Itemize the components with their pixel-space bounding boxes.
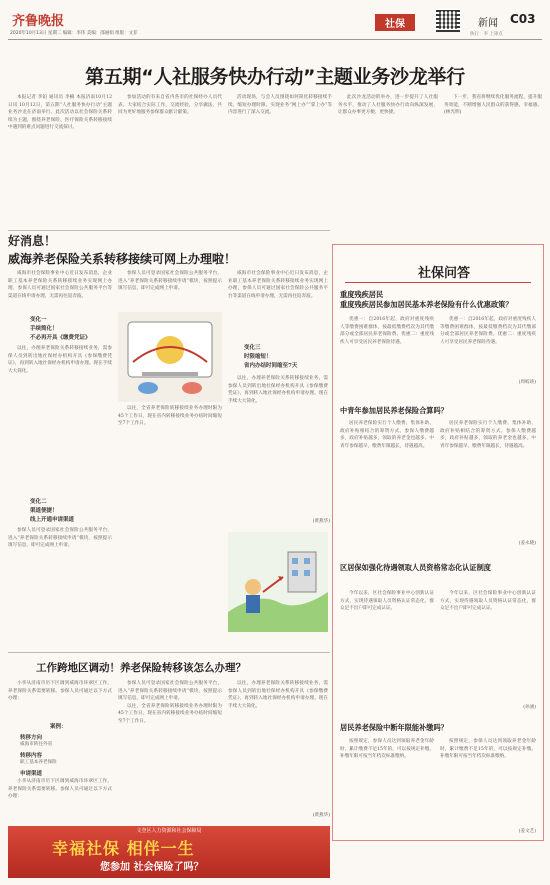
- qa-question-2[interactable]: 中青年参加居民养老保险合算吗？: [340, 406, 448, 415]
- qa-title-underline: [345, 282, 531, 283]
- qa-answer-1-right: 优惠一：自2016年起，政府对重度残疾人等缴费困难群体，按最低缴费档次为其代缴部分或全部居民养老保险费。优惠二：重度残疾人可享受居民养老保险待遇。: [440, 317, 536, 345]
- qa-answer-3-left: 今年以来，区社会保险事业中心创新认证方式，实现待遇领取人员资格认证常态化，群众足不出户即可完成认证。: [340, 591, 434, 612]
- qa-question-4[interactable]: 居民养老保险中断年限能补缴吗？: [340, 723, 448, 732]
- change2-label: 变化二: [30, 499, 47, 505]
- qa-question-1a[interactable]: 重度残疾居民: [340, 290, 384, 299]
- banner-slogan: 幸福社保 相伴一生: [52, 839, 195, 858]
- page-header: [0, 0, 550, 40]
- article2-intro: 威海市社会保险事业中心近日发布消息，企业职工基本养老保险关系转移接续业务实现网上办理，参保人员可通过国家社会保险公共服务平台等渠道在线申请办理，无需再往返奔波。: [8, 271, 112, 299]
- main-article-col2: 参加活动的有来自省内各市的社保经办人员代表。大家结合实际工作，交流经验，分享做法，共同为更好地服务参保群众献计献策。: [118, 95, 222, 116]
- change1-title: 手续简化！: [30, 326, 58, 332]
- case-label: 案例：: [50, 724, 67, 730]
- qa-credit-4: (姜文艺): [518, 829, 536, 834]
- main-article-col3: 活动现场，与会人员围绕如何简化转移接续手续、缩短办理时限、实现业务“网上办”“掌上办”等内容进行了深入交流。: [228, 95, 332, 116]
- article2-headline-2[interactable]: 威海养老保险关系转移接续可网上办理啦！: [8, 252, 237, 266]
- qa-answer-4-left: 按照规定，参保人员达到领取养老金年龄时，累计缴费不足15年的，可以按规定补缴。补缴年限可按当年档次标准缴纳。: [340, 739, 434, 760]
- transfer-in-value: 职工基本养老保险: [20, 760, 57, 765]
- qa-answer-1-left: 优惠一：自2016年起，政府对重度残疾人等缴费困难群体，按最低缴费档次为其代缴部分或全部居民养老保险费。优惠二：重度残疾人可享受居民养老保险待遇。: [340, 317, 434, 345]
- article3-body-left: 小李从济南市历下区调到威海市环翠区工作，养老保险关系需要转移。参保人员可通过以下方式办理：: [8, 779, 112, 800]
- article2-credit: (黄燕华): [312, 519, 330, 524]
- article2-body-right: 威海市社会保险事业中心近日发布消息，企业职工基本养老保险关系转移接续业务实现网上办理，参保人员可通过国家社会保险公共服务平台等渠道在线申请办理，无需再往返奔波。: [228, 271, 328, 299]
- article2-body-mid: 参保人员可登录国家社会保险公共服务平台，进入“养老保险关系转移接续申请”模块，按照提示填写信息，即可完成网上申请。: [118, 271, 222, 292]
- change1-desc: 不必再开具《缴费凭证》: [30, 335, 91, 341]
- section-divider: [8, 230, 330, 231]
- article2-body-right2: 以往，办理养老保险关系转移接续业务，需参保人员到转出地社保经办机构开具《参保缴费凭证》，再到转入地社保经办机构申请办理。现在手续大大简化。: [228, 376, 328, 404]
- change3-title: 时限缩短！: [244, 354, 272, 360]
- illustration-image: [118, 312, 222, 402]
- qa-answer-3-right: 今年以来，区社会保险事业中心创新认证方式，实现待遇领取人员资格认证常态化，群众足不出户即可完成认证。: [440, 591, 536, 612]
- qa-credit-3: (孙涵): [523, 705, 536, 710]
- change2-desc: 线上开通申请渠道: [30, 517, 75, 523]
- article2-body-left2: 参保人员可登录国家社会保险公共服务平台，进入“养老保险关系转移接续申请”模块，按照提示填写信息，即可完成网上申请。: [8, 528, 112, 549]
- change2-title: 渠道便捷！: [30, 508, 58, 514]
- article3-body-mid: 参保人员可登录国家社会保险公共服务平台，进入“养老保险关系转移接续申请”模块，按照提示填写信息，即可完成网上申请。 以往，全省养老保险转移接续业务办理时限为45个工作日，现在省内转移接续业务办结时间缩短至7个工作日。: [118, 681, 222, 724]
- news-label: 新闻: [478, 18, 498, 29]
- editor-line: 执行：李 上罩点: [470, 32, 503, 37]
- article2-body-mid2: 以往，全省养老保险转移接续业务办理时限为45个工作日，现在省内转移接续业务办结时间缩短至7个工作日。: [118, 406, 222, 427]
- change3-label: 变化三: [244, 345, 261, 351]
- banner-join-text: 您参加 社会保险了吗？: [100, 862, 204, 873]
- qa-answer-2-right: 居民养老保险实行个人缴费、集体补助、政府补贴相结合的筹资方式。参保人缴费越多，政府补贴越多，领取的养老金也越多。中青年参保越早，缴费年限越长，待遇越高。: [440, 421, 536, 449]
- article3-headline[interactable]: 工作跨地区调动！养老保险转移该怎么办理？: [36, 662, 246, 674]
- article2-body-left: 以往，办理养老保险关系转移接续业务，需参保人员到转出地社保经办机构开具《参保缴费凭证》，再到转入地社保经办机构申请办理。现在手续大大简化。: [8, 346, 112, 374]
- qa-credit-2: (姜永晓): [518, 541, 536, 546]
- main-article-col5: 下一步，我省将继续优化服务流程，提升服务效能，不断增强人民群众的获得感、幸福感。(林光明): [444, 95, 542, 116]
- transfer-in-label: 转移内容: [20, 753, 43, 759]
- article3-intro: 小李从济南市历下区调到威海市环翠区工作，养老保险关系需要转移。参保人员可通过以下方式办理：: [8, 681, 112, 702]
- qr-code-icon: [436, 8, 460, 32]
- qa-credit-1: (周蛟竣): [518, 380, 536, 385]
- page-number: C03: [510, 12, 536, 26]
- change3-desc: 省内办结时间缩至7天: [244, 363, 298, 369]
- change1-label: 变化一: [30, 317, 47, 323]
- transfer-out-label: 转移方向: [20, 735, 43, 741]
- main-headline[interactable]: 第五期“人社服务快办行动”主题业务沙龙举行: [85, 66, 465, 88]
- section-divider-2: [8, 652, 330, 653]
- transfer-out-value: 威海市转往外省: [20, 742, 53, 747]
- article3-credit: (黄燕华): [312, 813, 330, 818]
- qa-question-1[interactable]: 重度残疾居民参加居民基本养老保险有什么优惠政策？: [340, 300, 513, 309]
- qa-panel-title: 社保问答: [417, 266, 470, 281]
- newspaper-logo: 齐鲁晚报: [12, 14, 65, 29]
- main-article-col1: 本报记者 李铂 通讯员 李楠 本报济南10月12日讯 10月12日，第五期“人社服务快办行动”主题业务沙龙在济南举行。此次活动以社会保险关系转续为主题，围绕养老保险、医疗保险关系转移接续中遇到的难点问题进行交流探讨。: [8, 95, 112, 131]
- qa-answer-4-right: 按照规定，参保人员达到领取养老金年龄时，累计缴费不足15年的，可以按规定补缴。补缴年限可按当年档次标准缴纳。: [440, 739, 536, 760]
- banner-sponsor: 文登区人力资源和社会保障局: [136, 828, 202, 834]
- main-article-col4: 此次沙龙活动的举办，进一步提升了人社服务水平，推动了人社服务快办行动向纵深发展，让群众办事更方便、更快捷。: [338, 95, 438, 116]
- channel-label: 申请渠道: [20, 771, 43, 777]
- qa-question-3[interactable]: 区居保如强化待遇领取人员资格常态化认证制度: [340, 563, 491, 572]
- date-line: 2020年10月13日 星期二 编辑：李伟 美编：邵丽娟 组版：文菲: [10, 31, 138, 36]
- header-divider: [8, 39, 542, 40]
- transfer-illustration: [228, 532, 328, 632]
- qa-answer-2-left: 居民养老保险实行个人缴费、集体补助、政府补贴相结合的筹资方式。参保人缴费越多，政府补贴越多，领取的养老金也越多。中青年参保越早，缴费年限越长，待遇越高。: [340, 421, 434, 449]
- article2-headline-1[interactable]: 好消息！: [8, 234, 57, 248]
- section-badge[interactable]: 社保: [375, 14, 415, 31]
- article3-body-right: 以往，办理养老保险关系转移接续业务，需参保人员到转出地社保经办机构开具《参保缴费凭证》，再到转入地社保经办机构申请办理。现在手续大大简化。: [228, 681, 328, 709]
